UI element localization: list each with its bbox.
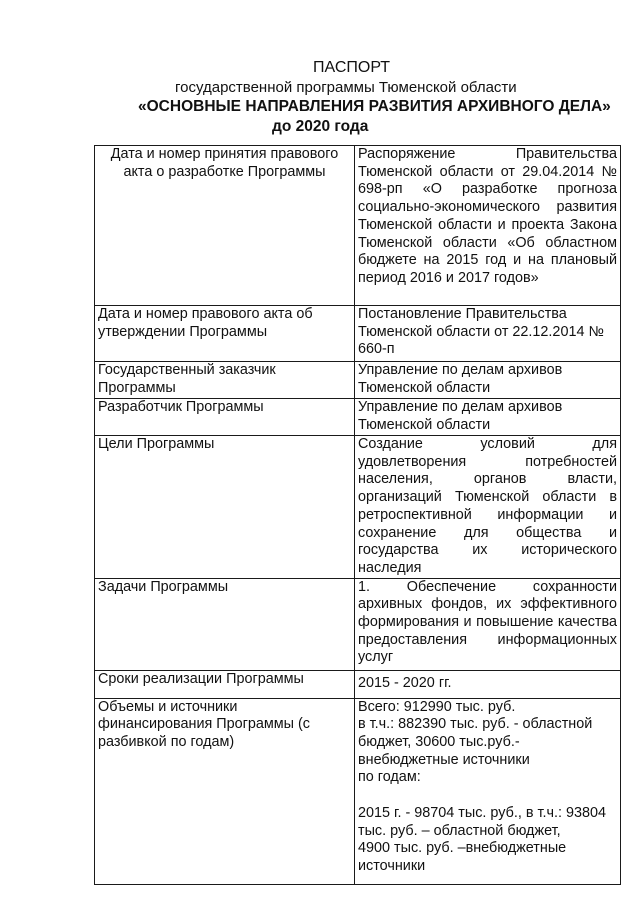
row-label: Разработчик Программы xyxy=(95,399,355,436)
document-header xyxy=(0,58,640,137)
program-name: «ОСНОВНЫЕ НАПРАВЛЕНИЯ РАЗВИТИЯ АРХИВНОГО ДЕЛА» xyxy=(138,98,611,115)
row-label: Объемы и источники финансирования Программы (с разбивкой по годам) xyxy=(95,698,355,884)
table-row xyxy=(95,670,621,698)
row-value: 1. Обеспечение сохранности архивных фондов, их эффективного формирования и повышение качества предоставления информационных услуг xyxy=(355,578,621,670)
document-title: ПАСПОРТ xyxy=(313,59,391,76)
row-label: Цели Программы xyxy=(95,436,355,579)
passport-table xyxy=(94,145,621,885)
row-value: Управление по делам архивов Тюменской области xyxy=(355,399,621,436)
program-term: до 2020 года xyxy=(272,118,369,135)
row-label: Задачи Программы xyxy=(95,578,355,670)
table-row xyxy=(95,436,621,579)
row-value: 2015 - 2020 гг. xyxy=(355,670,621,698)
table-row xyxy=(95,362,621,399)
table-row xyxy=(95,399,621,436)
row-value: Управление по делам архивов Тюменской области xyxy=(355,362,621,399)
table-row xyxy=(95,306,621,362)
document-subtitle: государственной программы Тюменской области xyxy=(175,79,517,96)
row-label: Дата и номер правового акта об утверждении Программы xyxy=(95,306,355,362)
table-row xyxy=(95,578,621,670)
row-label: Сроки реализации Программы xyxy=(95,670,355,698)
row-value: Постановление Правительства Тюменской области от 22.12.2014 № 660-п xyxy=(355,306,621,362)
row-value: Распоряжение Правительства Тюменской области от 29.04.2014 № 698-рп «О разработке прогноза социально-экономического развития Тюменской области и проекта Закона Тюменской области «Об областном бюджете на 2015 год и на плановый период 2016 и 2017 годов» xyxy=(355,146,621,306)
table-row xyxy=(95,698,621,884)
row-label: Государственный заказчик Программы xyxy=(95,362,355,399)
row-value: Всего: 912990 тыс. руб. в т.ч.: 882390 тыс. руб. - областной бюджет, 30600 тыс.руб.- внебюджетные источники по годам: 2015 г. - 98704 тыс. руб., в т.ч.: 93804 тыс. руб. – областной бюджет, 4900 тыс. руб. –внебюджетные источники xyxy=(355,698,621,884)
row-value: Создание условий для удовлетворения потребностей населения, органов власти, организаций Тюменской области в ретроспективной информации и сохранение для общества и государства их исторического наследия xyxy=(355,436,621,579)
row-label: Дата и номер принятия правового акта о разработке Программы xyxy=(95,146,355,306)
table-row xyxy=(95,146,621,306)
